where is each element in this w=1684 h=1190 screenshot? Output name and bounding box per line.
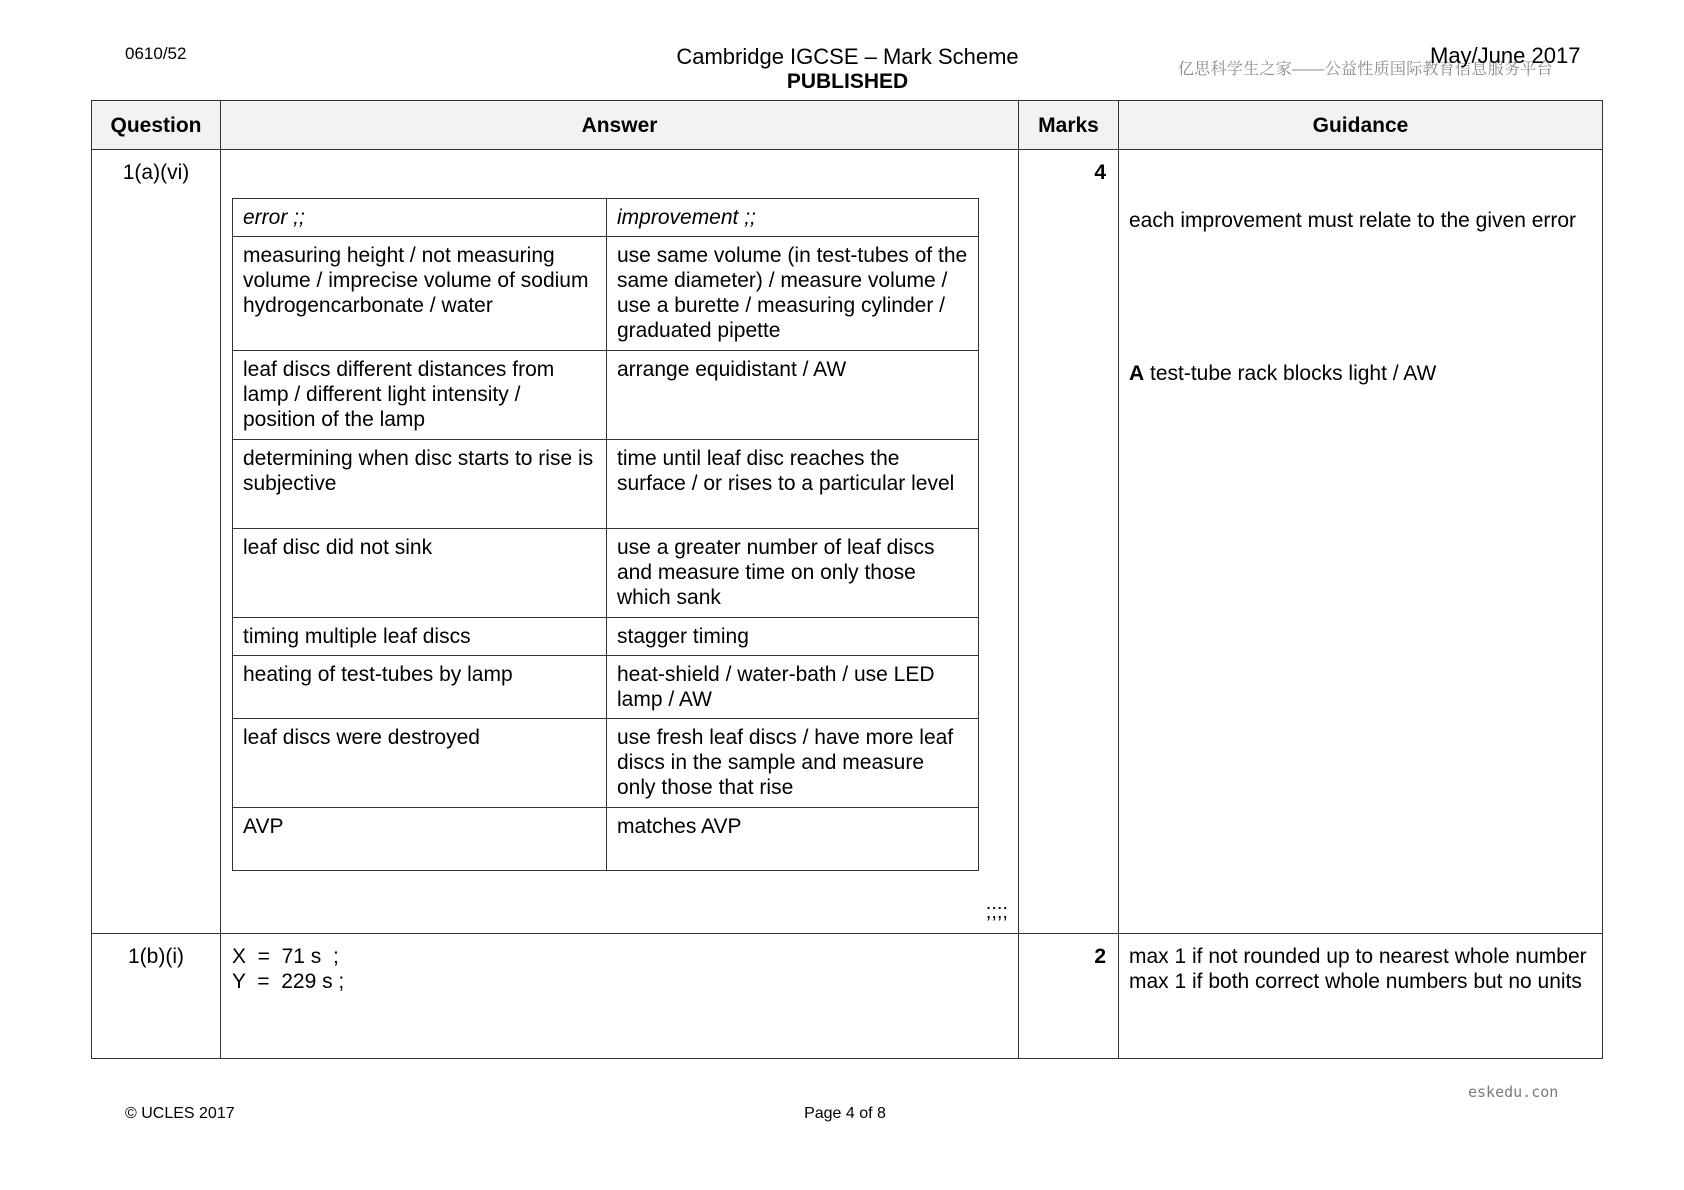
improvement-text: heat-shield / water-bath / use LED lamp / AW [607,656,979,719]
error-text: AVP [233,808,607,871]
table-row [233,719,979,808]
mark-scheme-table [91,100,1603,1059]
exam-session: May/June 2017 [1430,43,1581,68]
error-text: timing multiple leaf discs [233,618,607,656]
question-number: 1(a)(vi) [92,150,221,934]
error-text: leaf discs different distances from lamp / different light intensity / position of the lamp [233,351,607,440]
guidance-accept-text: test-tube rack blocks light / AW [1144,362,1437,385]
page-number: Page 4 of 8 [804,1105,886,1122]
error-text: determining when disc starts to rise is subjective [233,440,607,529]
guidance-cell [1119,934,1603,1059]
document-title: Cambridge IGCSE – Mark Scheme [676,44,1019,69]
guidance-text: max 1 if both correct whole numbers but no units [1129,970,1582,993]
error-improvement-table [232,198,979,871]
publish-status: PUBLISHED [786,70,909,93]
document-header [620,44,1075,94]
inner-header-row [233,199,979,237]
answer-cell [221,150,1019,934]
improvement-text: arrange equidistant / AW [607,351,979,440]
guidance-cell [1119,150,1603,934]
improvement-text: time until leaf disc reaches the surface / or rises to a particular level [607,440,979,529]
improvement-text: matches AVP [607,808,979,871]
table-row [233,529,979,618]
table-row [233,440,979,529]
guidance-text [1129,361,1592,386]
improvement-text: use same volume (in test-tubes of the same diameter) / measure volume / use a burette / measuring cylinder / graduated pipette [607,237,979,351]
watermark-text: 亿思科学生之家——公益性质国际教育信息服务平台 [1178,61,1553,78]
site-watermark: eskedu.con [1468,1083,1559,1101]
table-row [92,150,1603,934]
error-text: measuring height / not measuring volume / imprecise volume of sodium hydrogencarbonate / water [233,237,607,351]
table-row [233,656,979,719]
table-row [233,237,979,351]
answer-line: X = 71 s ; [232,945,339,968]
mark-semicolons: ;;;; [985,901,1008,923]
table-row [233,808,979,871]
question-number: 1(b)(i) [92,934,221,1059]
table-row [233,351,979,440]
error-text: leaf discs were destroyed [233,719,607,808]
guidance-accept-marker: A [1129,362,1145,385]
table-row [92,934,1603,1059]
improvement-text: use a greater number of leaf discs and measure time on only those which sank [607,529,979,618]
improvement-header: improvement ;; [607,199,979,237]
error-text: leaf disc did not sink [233,529,607,618]
copyright: © UCLES 2017 [125,1105,235,1122]
guidance-text: max 1 if not rounded up to nearest whole number [1129,945,1587,968]
header-guidance: Guidance [1119,101,1603,150]
answer-cell [221,934,1019,1059]
improvement-text: stagger timing [607,618,979,656]
marks-value: 2 [1019,934,1119,1059]
error-text: heating of test-tubes by lamp [233,656,607,719]
paper-code: 0610/52 [125,44,187,63]
marks-value: 4 [1019,150,1119,934]
header-marks: Marks [1019,101,1119,150]
answer-line: Y = 229 s ; [232,970,345,993]
table-row [233,618,979,656]
improvement-text: use fresh leaf discs / have more leaf discs in the sample and measure only those that rise [607,719,979,808]
error-header: error ;; [233,199,607,237]
header-question: Question [92,101,221,150]
header-answer: Answer [221,101,1019,150]
table-header-row [92,101,1603,150]
guidance-text: each improvement must relate to the given error [1129,209,1577,232]
